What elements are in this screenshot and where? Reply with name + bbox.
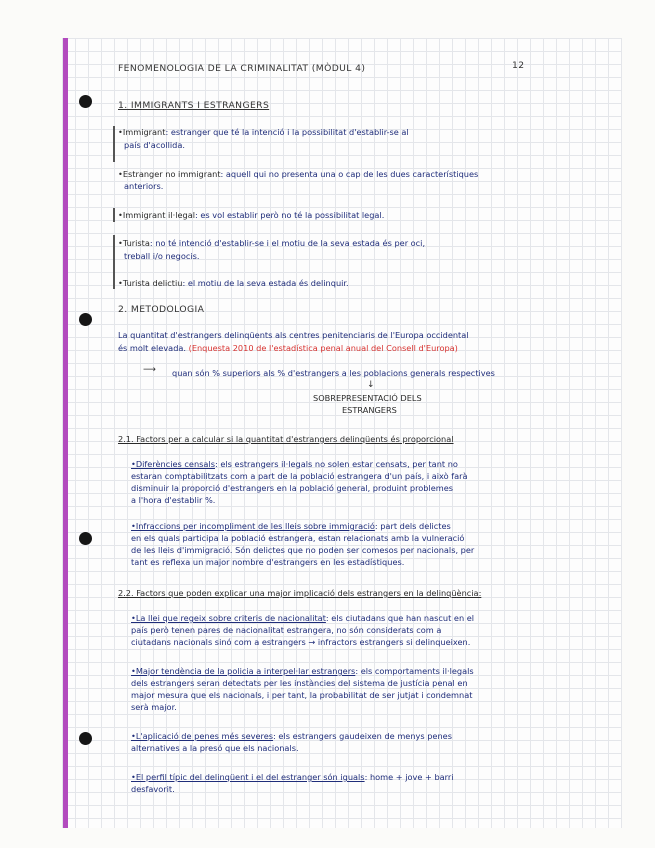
factor-police-line: serà major. <box>131 702 177 712</box>
definition-immigrant-cont: país d'acollida. <box>124 140 185 150</box>
page-number: 12 <box>512 60 525 71</box>
right-arrow-icon: ⟶ <box>143 365 156 375</box>
down-arrow-icon: ↓ <box>367 380 375 390</box>
factor-severe-penalties: •L'aplicació de penes més severes: els estrangers gaudeixen de menys penes <box>131 731 452 741</box>
factor-infractions-line: tant es reflexa un major nombre d'estrangers en les estadístiques. <box>131 557 405 567</box>
factor-police-tendency: •Major tendència de la policia a interpel·lar estrangers: els comportaments il·legals <box>131 666 474 676</box>
overrepresentation-condition: quan són % superiors als % d'estrangers a les poblacions generals respectives <box>172 368 495 378</box>
factor-census-line: estaran comptabilitzats com a part de la població estrangera d'un país, i això farà <box>131 471 468 481</box>
definition-non-immigrant: •Estranger no immigrant: aquell qui no presenta una o cap de les dues característiques <box>118 169 479 179</box>
section-1-title: 1. IMMIGRANTS I ESTRANGERS <box>118 100 270 111</box>
factor-profile-line: desfavorit. <box>131 784 175 794</box>
group-bracket <box>113 235 115 289</box>
group-bracket <box>113 126 115 162</box>
subsection-2-2-title: 2.2. Factors que poden explicar una major implicació dels estrangers en la delinqüència: <box>118 588 482 598</box>
factor-census-differences: •Diferències censals: els estrangers il·legals no solen estar censats, per tant no <box>131 459 458 469</box>
factor-census-line: a l'hora d'establir %. <box>131 495 216 505</box>
definition-illegal-immigrant: •Immigrant il·legal: es vol establir però no té la possibilitat legal. <box>118 210 385 220</box>
overrepresentation-label: SOBREPRESENTACIÓ DELS <box>313 393 422 403</box>
methodology-intro: La quantitat d'estrangers delinqüents als centres penitenciaris de l'Europa occidental <box>118 330 469 340</box>
page-header-title: FENOMENOLOGIA DE LA CRIMINALITAT (MÒDUL 4) <box>118 63 366 74</box>
methodology-intro-cont: és molt elevada. (Enquesta 2010 de l'estadística penal anual del Consell d'Europa) <box>118 343 458 353</box>
factor-police-line: major mesura que els nacionals, i per tant, la probabilitat de ser jutjat i condemnat <box>131 690 473 700</box>
subsection-2-1-title: 2.1. Factors per a calcular si la quantitat d'estrangers delinqüents és proporcional <box>118 434 454 444</box>
factor-infractions-line: en els quals participa la població estrangera, estan relacionats amb la vulneració <box>131 533 465 543</box>
factor-penalties-line: alternatives a la presó que els nacionals. <box>131 743 299 753</box>
definition-non-immigrant-cont: anteriors. <box>124 181 164 191</box>
definition-criminal-tourist: •Turista delictiu: el motiu de la seva estada és delinquir. <box>118 278 349 288</box>
definition-tourist-cont: treball i/o negocis. <box>124 251 200 261</box>
factor-police-line: dels estrangers seran detectats per les instàncies del sistema de justícia penal en <box>131 678 468 688</box>
punch-hole <box>79 732 92 745</box>
punch-hole <box>79 532 92 545</box>
group-bracket <box>113 208 115 222</box>
factor-infractions-line: de les lleis d'immigració. Són delictes que no poden ser comesos per nacionals, per <box>131 545 475 555</box>
definition-immigrant: •Immigrant: estranger que té la intenció i la possibilitat d'establir-se al <box>118 127 409 137</box>
definition-tourist: •Turista: no té intenció d'establir-se i el motiu de la seva estada és per oci, <box>118 238 426 248</box>
factor-immigration-law-infractions: •Infraccions per incompliment de les lleis sobre immigració: part dels delictes <box>131 521 451 531</box>
factor-nationality-law: •La llei que regeix sobre criteris de nacionalitat: els ciutadans que han nascut en el <box>131 613 475 623</box>
factor-census-line: disminuir la proporció d'estrangers en la població general, produint problemes <box>131 483 454 493</box>
factor-nationality-line: ciutadans nacionals sinó com a estrangers → infractors estrangers si delinqueixen. <box>131 637 471 647</box>
margin-stripe <box>63 38 68 828</box>
punch-hole <box>79 313 92 326</box>
factor-typical-profile: •El perfil típic del delinqüent i el del estranger són iguals: home + jove + barri <box>131 772 454 782</box>
section-2-title: 2. METODOLOGIA <box>118 304 205 315</box>
factor-nationality-line: país però tenen pares de nacionalitat estrangera, no són considerats com a <box>131 625 442 635</box>
punch-hole <box>79 95 92 108</box>
overrepresentation-label-cont: ESTRANGERS <box>342 405 397 415</box>
